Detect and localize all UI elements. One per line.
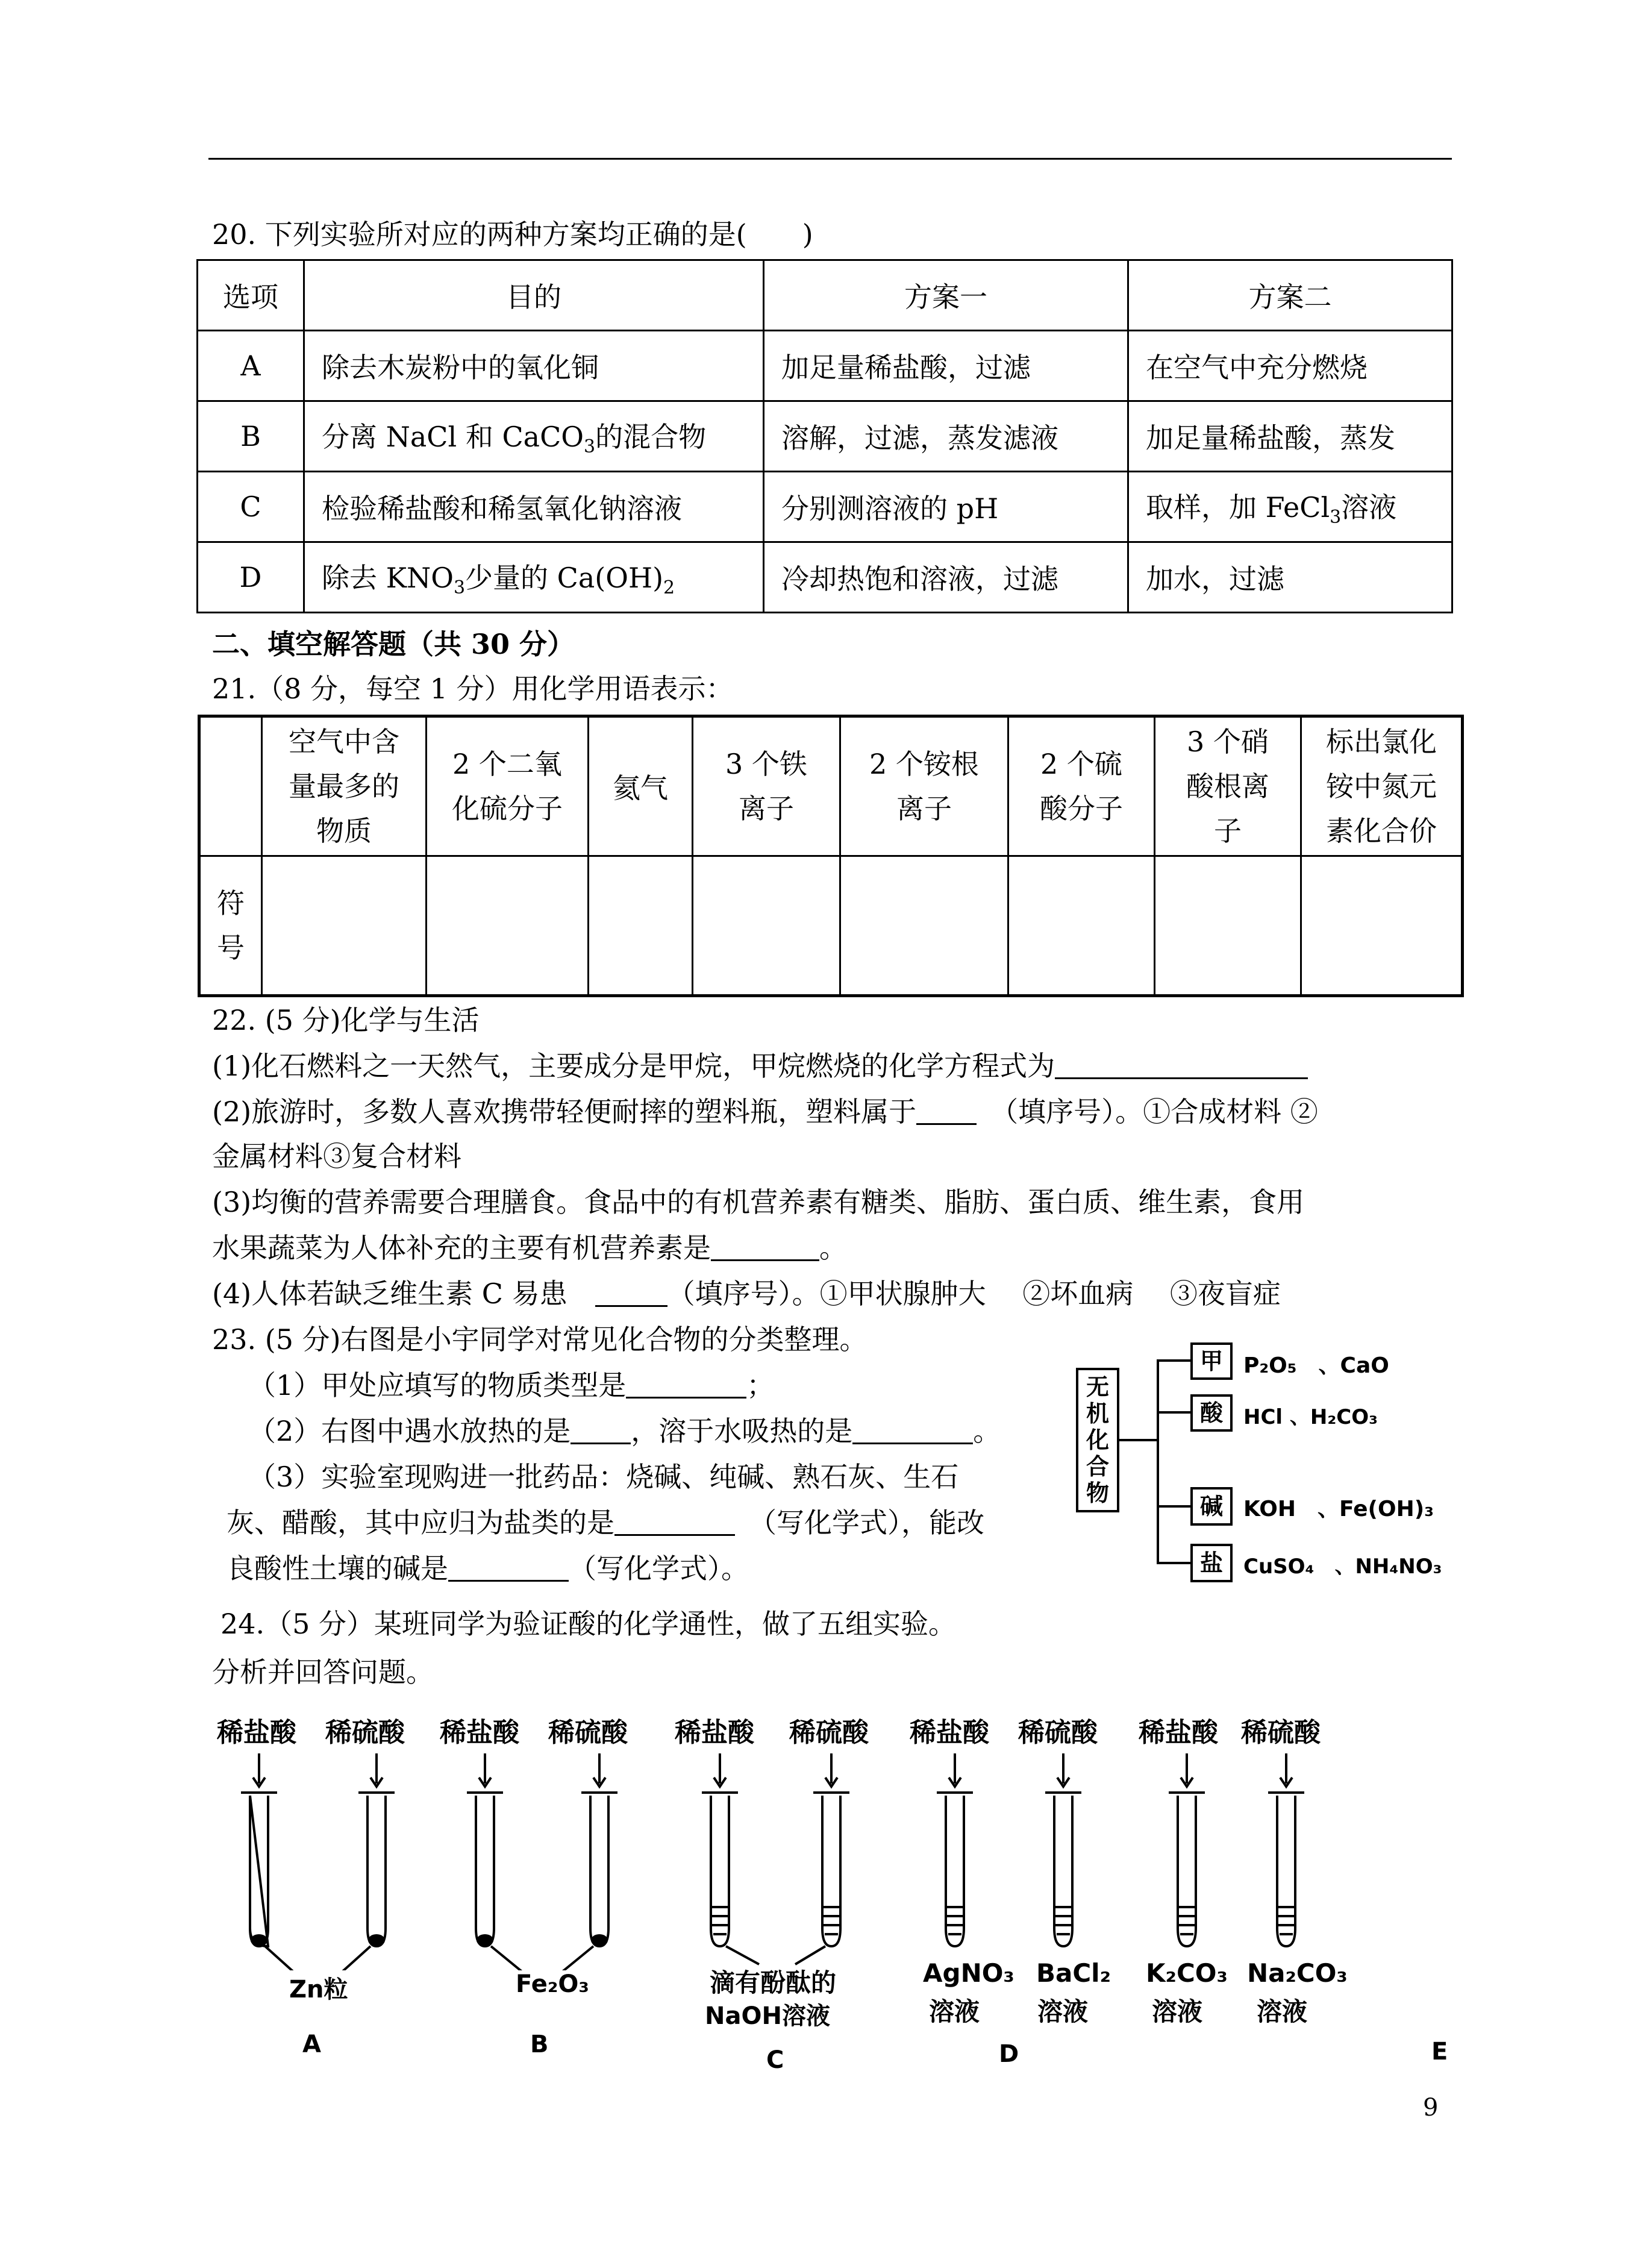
table-row xyxy=(199,716,1463,856)
table-row xyxy=(199,856,1463,996)
plan1-cell: 溶解，过滤，蒸发滤液 xyxy=(764,401,1128,472)
root-char: 物 xyxy=(1086,1479,1109,1506)
q22-text: （填序号）。①甲状腺肿大 ②坏血病 ③夜盲症 xyxy=(667,1277,1281,1310)
connector-line xyxy=(1157,1505,1190,1508)
group-letter: E xyxy=(1431,2038,1448,2066)
goal-text: 的混合物 xyxy=(595,421,707,453)
plan2-cell: 加足量稀盐酸，蒸发 xyxy=(1128,401,1452,472)
header-line: 酸分子 xyxy=(1040,792,1123,825)
reagent-label: 溶液 xyxy=(929,1997,980,2026)
header-cell xyxy=(427,716,589,856)
answer-blank[interactable] xyxy=(614,1510,735,1536)
test-tubes xyxy=(205,1705,434,1970)
group-letter: C xyxy=(766,2046,784,2074)
header-cell: 方案一 xyxy=(764,260,1128,331)
connector-line xyxy=(1157,1411,1190,1414)
subscript: 3 xyxy=(583,436,596,457)
branch-content: HCl 、H₂CO₃ xyxy=(1243,1405,1378,1429)
reagent-label: NaOH溶液 xyxy=(705,2002,830,2030)
reagent-label: K₂CO₃ xyxy=(1146,1958,1228,1988)
group-letter: A xyxy=(302,2031,321,2058)
q22-line xyxy=(212,1234,847,1262)
answer-cell[interactable] xyxy=(693,856,840,996)
q23-title: 23. (5 分)右图是小宇同学对常见化合物的分类整理。 xyxy=(212,1323,868,1356)
header-line: 物质 xyxy=(316,815,372,847)
header-cell xyxy=(1008,716,1155,856)
q22-line xyxy=(212,1277,1281,1310)
row-label: 号 xyxy=(217,932,245,964)
test-tubes xyxy=(910,1705,1139,1964)
header-cell xyxy=(1301,716,1463,856)
root-box xyxy=(1076,1368,1119,1512)
reagent-label: Zn粒 xyxy=(289,1976,348,2003)
reagent-label: AgNO₃ xyxy=(923,1958,1014,1988)
q22-text: (2)旅游时，多数人喜欢携带轻便耐摔的塑料瓶，塑料属于 xyxy=(212,1095,917,1128)
table-row xyxy=(198,542,1452,613)
plan1-cell: 加足量稀盐酸，过滤 xyxy=(764,331,1128,401)
header-line: 酸根离 xyxy=(1186,770,1269,803)
connector-line xyxy=(1119,1439,1158,1441)
plan1-cell: 分别测溶液的 pH xyxy=(764,472,1128,542)
goal-cell xyxy=(304,542,764,613)
q23-text: 良酸性土壤的碱是 xyxy=(227,1552,448,1585)
header-line: 子 xyxy=(1214,815,1242,847)
header-cell xyxy=(1155,716,1301,856)
header-cell xyxy=(840,716,1008,856)
acid-label: 稀盐酸 xyxy=(1139,1717,1218,1748)
reagent-label: 溶液 xyxy=(1257,1997,1308,2026)
answer-cell[interactable] xyxy=(1008,856,1155,996)
answer-blank[interactable] xyxy=(852,1418,973,1444)
q22-text: (4)人体若缺乏维生素 C 易患 xyxy=(212,1277,567,1310)
plan2-cell: 在空气中充分燃烧 xyxy=(1128,331,1452,401)
answer-cell[interactable] xyxy=(1155,856,1301,996)
q22-line: 金属材料③复合材料 xyxy=(212,1140,461,1173)
q23-line xyxy=(248,1369,775,1402)
header-line: 2 个二氧 xyxy=(452,748,562,780)
q23-text: ； xyxy=(746,1369,775,1402)
q23-line xyxy=(248,1417,1001,1445)
acid-label: 稀盐酸 xyxy=(675,1717,754,1748)
header-cell: 目的 xyxy=(304,260,764,331)
answer-blank[interactable] xyxy=(916,1099,977,1125)
q24-line: 分析并回答问题。 xyxy=(212,1656,434,1688)
header-line: 离子 xyxy=(896,792,952,825)
q22-line: (3)均衡的营养需要合理膳食。食品中的有机营养素有糖类、脂肪、蛋白质、维生素，食用 xyxy=(212,1186,1305,1218)
answer-cell[interactable] xyxy=(427,856,589,996)
subscript: 3 xyxy=(453,577,466,598)
branch-box: 酸 xyxy=(1190,1394,1233,1432)
reagent-label: Fe₂O₃ xyxy=(516,1970,589,1998)
answer-cell[interactable] xyxy=(262,856,427,996)
q23-line: （3）实验室现购进一批药品：烧碱、纯碱、熟石灰、生石 xyxy=(248,1461,959,1493)
q21-table xyxy=(198,715,1464,997)
branch-content: KOH 、Fe(OH)₃ xyxy=(1243,1497,1434,1521)
q23-text: （写化学式），能改 xyxy=(763,1506,984,1539)
q20-table xyxy=(196,259,1453,613)
plan2-cell xyxy=(1128,472,1452,542)
header-cell xyxy=(262,716,427,856)
root-char: 合 xyxy=(1086,1453,1109,1480)
q23-text: （1）甲处应填写的物质类型是 xyxy=(248,1369,627,1402)
header-line: 空气中含 xyxy=(289,725,399,758)
test-tubes xyxy=(675,1705,916,1970)
answer-cell[interactable] xyxy=(840,856,1008,996)
q22-line xyxy=(212,1095,1318,1128)
experiment-group-b xyxy=(440,1705,669,2067)
plan-text: 取样，加 FeCl xyxy=(1146,491,1330,524)
experiment-group-a xyxy=(205,1705,434,2067)
answer-blank[interactable] xyxy=(571,1418,631,1444)
q22-title: 22. (5 分)化学与生活 xyxy=(212,1004,480,1036)
branch-box: 甲 xyxy=(1190,1342,1233,1380)
plan1-cell: 冷却热饱和溶液，过滤 xyxy=(764,542,1128,613)
acid-label: 稀硫酸 xyxy=(548,1717,628,1748)
experiment-group-e xyxy=(1139,1705,1448,2067)
subscript: 3 xyxy=(1330,507,1342,528)
header-line: 化硫分子 xyxy=(452,792,563,825)
answer-blank[interactable] xyxy=(711,1235,819,1261)
q20-stem: 20. 下列实验所对应的两种方案均正确的是( ) xyxy=(212,218,813,251)
q22-text: 水果蔬菜为人体补充的主要有机营养素是 xyxy=(212,1232,711,1264)
connector-line xyxy=(1157,1359,1159,1563)
acid-label: 稀盐酸 xyxy=(910,1717,989,1748)
experiment-group-c xyxy=(675,1705,916,2074)
answer-blank[interactable] xyxy=(448,1556,569,1582)
branch-box: 盐 xyxy=(1190,1544,1233,1582)
group-letter: B xyxy=(530,2031,549,2058)
acid-label: 稀硫酸 xyxy=(1018,1717,1098,1748)
header-line: 铵中氮元 xyxy=(1326,770,1437,803)
experiment-figure xyxy=(205,1705,1470,2074)
test-tubes xyxy=(1139,1705,1380,1964)
q23-text: 灰、醋酸，其中应归为盐类的是 xyxy=(227,1506,614,1539)
header-cell: 氦气 xyxy=(589,716,693,856)
q23-text: 。 xyxy=(973,1415,1001,1447)
answer-blank[interactable] xyxy=(595,1281,667,1307)
page-number: 9 xyxy=(1423,2094,1439,2122)
goal-text: 除去 KNO xyxy=(322,562,454,594)
option-cell: A xyxy=(198,331,304,401)
branch-box: 碱 xyxy=(1190,1487,1233,1526)
reagent-label: 溶液 xyxy=(1152,1997,1203,2026)
option-cell: D xyxy=(198,542,304,613)
header-rule xyxy=(208,158,1452,160)
q23-text: ，溶于水吸热的是 xyxy=(631,1415,853,1447)
goal-cell: 检验稀盐酸和稀氢氧化钠溶液 xyxy=(304,472,764,542)
test-tubes xyxy=(440,1705,669,1970)
reagent-label: Na₂CO₃ xyxy=(1247,1958,1348,1988)
goal-text: 分离 NaCl 和 CaCO xyxy=(322,421,584,453)
answer-cell[interactable] xyxy=(589,856,693,996)
q23-line xyxy=(227,1552,749,1585)
acid-label: 稀硫酸 xyxy=(789,1717,869,1748)
table-row xyxy=(198,401,1452,472)
acid-label: 稀盐酸 xyxy=(217,1717,296,1748)
table-row xyxy=(198,472,1452,542)
q22-text: （填序号）。①合成材料 ② xyxy=(1004,1095,1318,1128)
section-heading: 二、填空解答题（共 30 分） xyxy=(212,628,575,660)
q22-text: 。 xyxy=(819,1232,847,1264)
q21-stem: 21.（8 分，每空 1 分）用化学用语表示： xyxy=(212,672,734,705)
experiment-group-d xyxy=(910,1705,1139,2067)
connector-line xyxy=(1157,1359,1190,1362)
header-line: 3 个铁 xyxy=(725,748,807,780)
acid-label: 稀盐酸 xyxy=(440,1717,519,1748)
subscript: 2 xyxy=(663,577,675,598)
header-line: 2 个铵根 xyxy=(869,748,979,780)
branch-content: P₂O₅ 、CaO xyxy=(1243,1353,1389,1378)
reagent-label: 溶液 xyxy=(1037,1997,1089,2026)
reagent-label: 滴有酚酞的 xyxy=(710,1968,837,1997)
branch-content: CuSO₄ 、NH₄NO₃ xyxy=(1243,1555,1442,1579)
answer-blank[interactable] xyxy=(626,1373,746,1399)
answer-blank[interactable] xyxy=(1055,1053,1308,1079)
classification-diagram xyxy=(1066,1326,1458,1591)
header-line: 素化合价 xyxy=(1326,815,1437,847)
table-row xyxy=(198,331,1452,401)
q22-line xyxy=(212,1052,1308,1080)
header-line: 标出氯化 xyxy=(1326,725,1437,758)
q23-text: （写化学式）。 xyxy=(569,1552,749,1585)
header-line: 2 个硫 xyxy=(1040,748,1122,780)
q23-line xyxy=(227,1506,984,1539)
header-cell xyxy=(693,716,840,856)
table-row xyxy=(198,260,1452,331)
row-label-cell xyxy=(199,856,262,996)
plan2-cell: 加水，过滤 xyxy=(1128,542,1452,613)
q24-line: 24.（5 分）某班同学为验证酸的化学通性，做了五组实验。 xyxy=(220,1608,957,1640)
acid-label: 稀硫酸 xyxy=(1241,1717,1321,1748)
answer-cell[interactable] xyxy=(1301,856,1463,996)
header-line: 量最多的 xyxy=(289,770,399,803)
connector-line xyxy=(1157,1562,1190,1564)
header-cell: 方案二 xyxy=(1128,260,1452,331)
root-char: 无 xyxy=(1086,1373,1109,1400)
q23-text: （2）右图中遇水放热的是 xyxy=(248,1415,571,1447)
reagent-label: BaCl₂ xyxy=(1036,1958,1111,1988)
root-char: 化 xyxy=(1086,1426,1109,1453)
option-cell: C xyxy=(198,472,304,542)
q22-text: (1)化石燃料之一天然气，主要成分是甲烷，甲烷燃烧的化学方程式为 xyxy=(212,1050,1055,1082)
group-letter: D xyxy=(999,2040,1019,2068)
root-char: 机 xyxy=(1086,1400,1109,1427)
goal-cell xyxy=(304,401,764,472)
acid-label: 稀硫酸 xyxy=(325,1717,405,1748)
header-line: 离子 xyxy=(739,792,794,825)
goal-text: 少量的 Ca(OH) xyxy=(465,562,664,594)
header-cell: 选项 xyxy=(198,260,304,331)
plan-text: 溶液 xyxy=(1341,491,1397,524)
header-line: 3 个硝 xyxy=(1187,725,1269,758)
goal-cell: 除去木炭粉中的氧化铜 xyxy=(304,331,764,401)
corner-cell xyxy=(199,716,262,856)
row-label: 符 xyxy=(217,887,245,919)
option-cell: B xyxy=(198,401,304,472)
